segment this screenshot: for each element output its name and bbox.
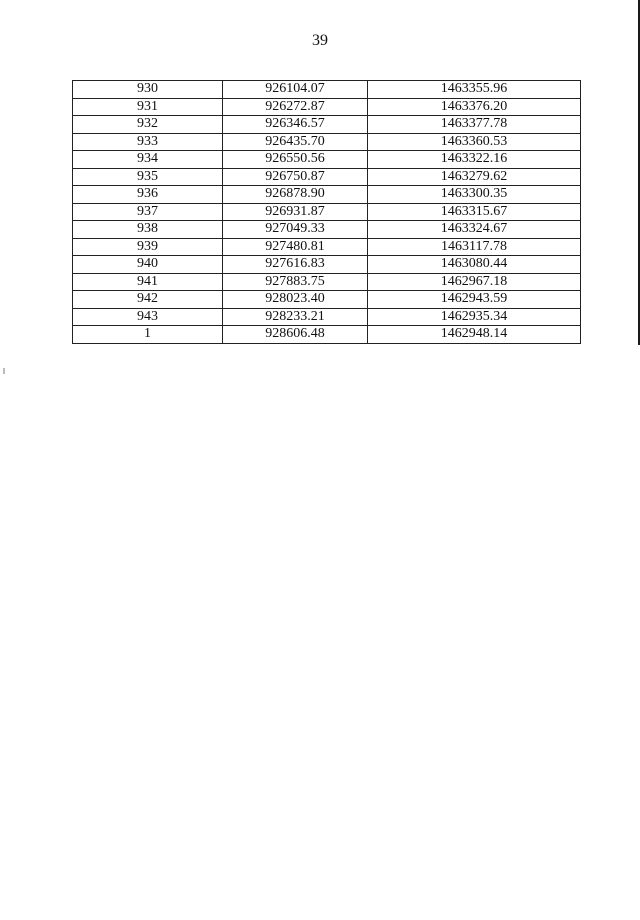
x-coordinate-cell: 926878.90 xyxy=(223,186,368,204)
x-coordinate-cell: 927480.81 xyxy=(223,238,368,256)
table-row xyxy=(73,291,581,309)
point-number-cell: 942 xyxy=(73,291,223,309)
x-coordinate-cell: 927616.83 xyxy=(223,256,368,274)
x-coordinate-cell: 926272.87 xyxy=(223,98,368,116)
x-coordinate-cell: 928023.40 xyxy=(223,291,368,309)
table-row xyxy=(73,116,581,134)
point-number-cell: 935 xyxy=(73,168,223,186)
table-row xyxy=(73,81,581,99)
y-coordinate-cell: 1463279.62 xyxy=(368,168,581,186)
table-row xyxy=(73,238,581,256)
y-coordinate-cell: 1463324.67 xyxy=(368,221,581,239)
x-coordinate-cell: 926346.57 xyxy=(223,116,368,134)
y-coordinate-cell: 1463322.16 xyxy=(368,151,581,169)
scan-mark xyxy=(3,368,5,374)
point-number-cell: 936 xyxy=(73,186,223,204)
table-body xyxy=(73,81,581,344)
x-coordinate-cell: 927883.75 xyxy=(223,273,368,291)
point-number-cell: 943 xyxy=(73,308,223,326)
y-coordinate-cell: 1463117.78 xyxy=(368,238,581,256)
table-row xyxy=(73,151,581,169)
point-number-cell: 940 xyxy=(73,256,223,274)
y-coordinate-cell: 1463080.44 xyxy=(368,256,581,274)
x-coordinate-cell: 926750.87 xyxy=(223,168,368,186)
table-row xyxy=(73,98,581,116)
point-number-cell: 931 xyxy=(73,98,223,116)
table-row xyxy=(73,203,581,221)
point-number-cell: 932 xyxy=(73,116,223,134)
table-row xyxy=(73,133,581,151)
y-coordinate-cell: 1462935.34 xyxy=(368,308,581,326)
y-coordinate-cell: 1462948.14 xyxy=(368,326,581,344)
point-number-cell: 938 xyxy=(73,221,223,239)
x-coordinate-cell: 928606.48 xyxy=(223,326,368,344)
x-coordinate-cell: 928233.21 xyxy=(223,308,368,326)
table-row xyxy=(73,186,581,204)
y-coordinate-cell: 1462943.59 xyxy=(368,291,581,309)
y-coordinate-cell: 1463315.67 xyxy=(368,203,581,221)
x-coordinate-cell: 926550.56 xyxy=(223,151,368,169)
x-coordinate-cell: 926104.07 xyxy=(223,81,368,99)
y-coordinate-cell: 1463300.35 xyxy=(368,186,581,204)
point-number-cell: 930 xyxy=(73,81,223,99)
y-coordinate-cell: 1463377.78 xyxy=(368,116,581,134)
point-number-cell: 934 xyxy=(73,151,223,169)
table-row xyxy=(73,273,581,291)
table-row xyxy=(73,308,581,326)
y-coordinate-cell: 1463355.96 xyxy=(368,81,581,99)
page-number: 39 xyxy=(312,32,328,49)
point-number-cell: 939 xyxy=(73,238,223,256)
point-number-cell: 937 xyxy=(73,203,223,221)
x-coordinate-cell: 926435.70 xyxy=(223,133,368,151)
x-coordinate-cell: 927049.33 xyxy=(223,221,368,239)
table-row xyxy=(73,221,581,239)
x-coordinate-cell: 926931.87 xyxy=(223,203,368,221)
y-coordinate-cell: 1462967.18 xyxy=(368,273,581,291)
table-row xyxy=(73,168,581,186)
point-number-cell: 941 xyxy=(73,273,223,291)
y-coordinate-cell: 1463376.20 xyxy=(368,98,581,116)
table-row xyxy=(73,326,581,344)
table-row xyxy=(73,256,581,274)
point-number-cell: 933 xyxy=(73,133,223,151)
coordinates-table xyxy=(72,80,581,344)
y-coordinate-cell: 1463360.53 xyxy=(368,133,581,151)
point-number-cell: 1 xyxy=(73,326,223,344)
